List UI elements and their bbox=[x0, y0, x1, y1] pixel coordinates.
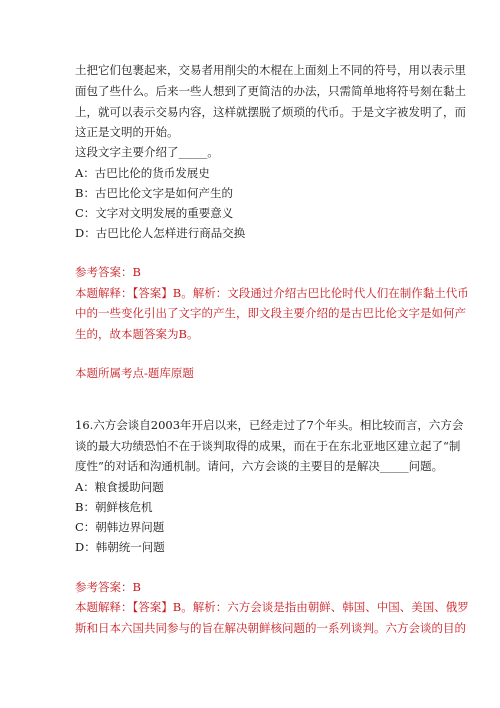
question-15-option-d: D：古巴比伦人怎样进行商品交换 bbox=[75, 226, 246, 240]
question-16-stem-line: 16.六方会谈自2003年开启以来，已经走过了7个年头。相比较而言，六方会 bbox=[75, 418, 464, 432]
question-15-analysis-line: 本题解释：【答案】B。解析：文段通过介绍古巴比伦时代人们在制作黏土代币 bbox=[75, 286, 469, 300]
question-15-option-b: B：古巴比伦文字是如何产生的 bbox=[75, 186, 233, 200]
question-15-answer: 参考答案：B bbox=[75, 265, 141, 279]
passage-line: 这正是文明的开始。 bbox=[75, 125, 179, 139]
question-16-analysis-line: 本题解释：【答案】B。解析：六方会谈是指由朝鲜、韩国、中国、美国、俄罗 bbox=[75, 600, 469, 614]
passage-line: 土把它们包裹起来，交易者用削尖的木棍在上面刻上不同的符号，用以表示里 bbox=[75, 63, 466, 77]
question-15-topic: 本题所属考点-题库原题 bbox=[75, 366, 194, 380]
question-16-option-c: C：朝韩边界问题 bbox=[75, 520, 165, 534]
passage-line: 面包了些什么。后来一些人想到了更简洁的办法，只需简单地将符号刻在黏土 bbox=[75, 84, 466, 98]
question-15-option-c: C：文字对文明发展的重要意义 bbox=[75, 206, 234, 220]
question-16-stem-line: 谈的最大功绩恐怕不在于谈判取得的成果，而在于在东北亚地区建立起了“制 bbox=[75, 439, 461, 453]
question-15-analysis-line: 中的一些变化引出了文字的产生，即文段主要介绍的是古巴比伦文字是如何产 bbox=[75, 306, 466, 320]
question-16-analysis-line: 斯和日本六国共同参与的旨在解决朝鲜核问题的一系列谈判。六方会谈的目的 bbox=[75, 621, 466, 635]
question-16-option-d: D：韩朝统一问题 bbox=[75, 540, 165, 554]
question-16-option-a: A：粮食援助问题 bbox=[75, 480, 164, 494]
question-16-option-b: B：朝鲜核危机 bbox=[75, 500, 153, 514]
question-15-stem: 这段文字主要介绍了_____。 bbox=[75, 145, 219, 159]
question-15-analysis-line: 生的，故本题答案为B。 bbox=[75, 327, 199, 341]
question-16-stem-line: 度性”的对话和沟通机制。请问，六方会谈的主要目的是解决_____问题。 bbox=[75, 459, 444, 473]
question-16-answer: 参考答案：B bbox=[75, 580, 141, 594]
passage-line: 上，就可以表示交易内容，这样就摆脱了烦琐的代币。于是文字被发明了，而 bbox=[75, 105, 466, 119]
question-15-option-a: A：古巴比伦的货币发展史 bbox=[75, 166, 210, 180]
